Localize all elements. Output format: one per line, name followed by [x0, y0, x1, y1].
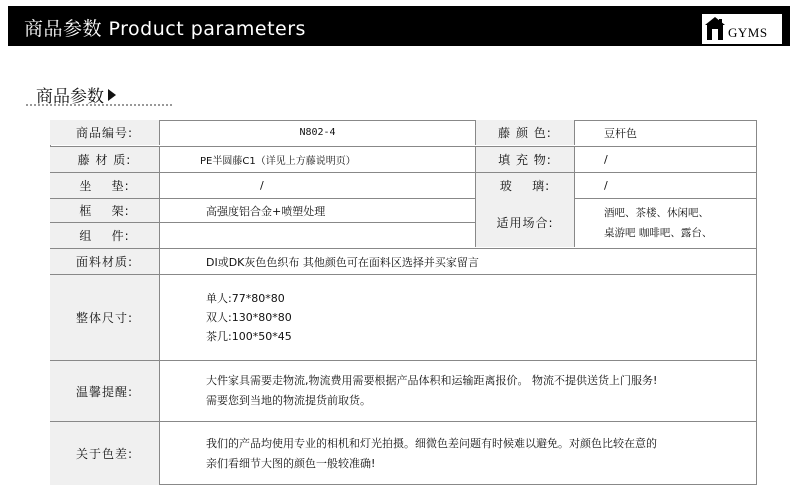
frame-label: 框 架:	[50, 199, 160, 222]
frame-value: 高强度铝合金+喷塑处理	[206, 204, 326, 218]
table-row	[50, 248, 757, 274]
color-diff-label: 关于色差:	[50, 422, 160, 485]
filling-label: 填 充 物:	[475, 147, 575, 172]
notice-value: 大件家具需要走物流,物流费用需要根据产品体积和运输距离报价。 物流不提供送货上门服务! 需要您到当地的物流提货前取货。	[206, 374, 658, 407]
usage-value: 酒吧、茶楼、休闲吧、 桌游吧 咖啡吧、露台、	[604, 206, 713, 239]
table-row	[50, 274, 757, 360]
size-value: 单人:77*80*80 双人:130*80*80 茶几:100*50*45	[206, 292, 292, 343]
table-row	[50, 360, 757, 421]
glass-label: 玻 璃:	[475, 173, 575, 198]
components-value	[160, 223, 475, 248]
product-no-value: N802-4	[299, 127, 336, 138]
header-banner	[8, 6, 790, 46]
components-label: 组 件:	[50, 223, 160, 248]
size-label: 整体尺寸:	[50, 275, 160, 360]
usage-block	[475, 198, 757, 247]
glass-value: /	[604, 179, 608, 192]
triangle-right-icon	[108, 89, 116, 101]
logo-text: GYMS	[728, 25, 768, 40]
table-row	[50, 120, 757, 145]
banner-title: 商品参数 Product parameters	[24, 18, 306, 40]
rattan-material-label: 藤 材 质:	[50, 147, 160, 172]
house-logo-icon	[704, 16, 726, 42]
rattan-material-value: PE半圆藤C1（详见上方藤说明页）	[200, 156, 356, 167]
section-title-text: 商品参数	[36, 87, 104, 107]
table-row	[50, 172, 757, 198]
cushion-value: /	[260, 179, 264, 192]
table-row	[50, 222, 475, 248]
rattan-color-value: 豆杆色	[604, 126, 637, 140]
color-diff-value: 我们的产品均使用专业的相机和灯光拍摄。细微色差问题有时候难以避免。对颜色比较在意的 亲们看细节大图的颜色一般较准确!	[206, 436, 657, 470]
notice-label: 温馨提醒:	[50, 361, 160, 421]
section-divider	[26, 104, 172, 106]
cushion-label: 坐 垫:	[50, 173, 160, 198]
fabric-value: DI或DK灰色色织布 其他颜色可在面料区选择并买家留言	[206, 255, 479, 269]
fabric-label: 面料材质:	[50, 249, 160, 274]
usage-label: 适用场合:	[475, 198, 575, 247]
filling-value: /	[604, 153, 608, 166]
rattan-color-label: 藤 颜 色:	[475, 120, 575, 145]
table-row	[50, 146, 757, 172]
product-no-label: 商品编号:	[50, 120, 160, 145]
brand-logo[interactable]	[702, 14, 782, 44]
table-row	[50, 421, 757, 485]
